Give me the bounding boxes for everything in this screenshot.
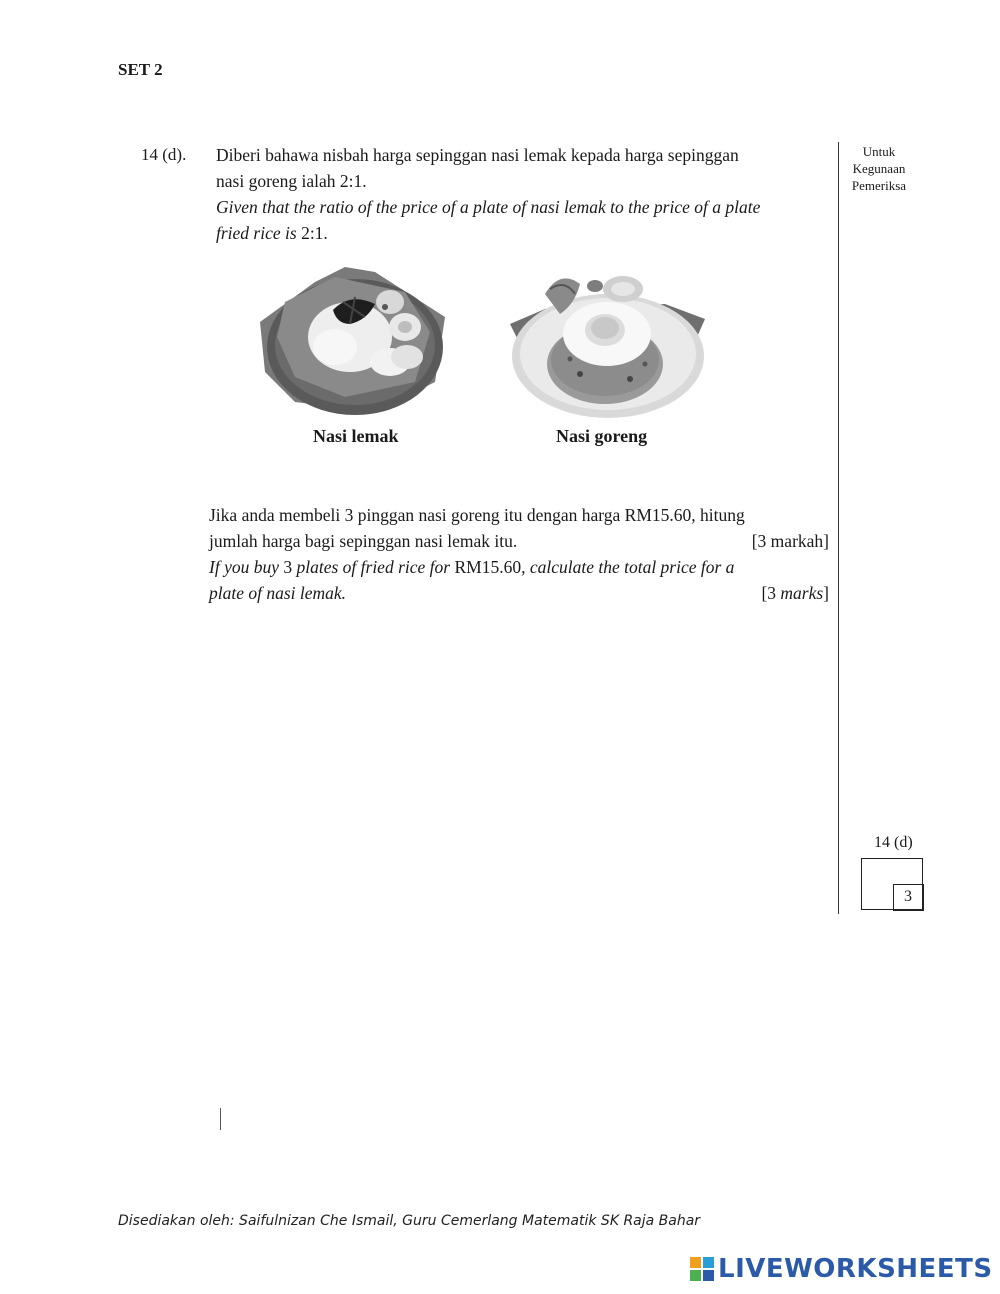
margin-divider bbox=[838, 142, 839, 914]
question-ratio: 2:1. bbox=[301, 223, 328, 243]
question-malay-line2: nasi goreng ialah 2:1. bbox=[216, 171, 367, 191]
nasi-goreng-image bbox=[505, 264, 710, 422]
task-english-marks-open: [3 bbox=[761, 583, 777, 603]
examiner-label-line1: Untuk bbox=[862, 144, 896, 159]
task-english-number: 3 bbox=[283, 557, 293, 577]
question-malay-line1: Diberi bahawa nisbah harga sepinggan nasi lemak kepada harga sepinggan bbox=[216, 145, 739, 165]
max-marks: 3 bbox=[893, 884, 924, 911]
task-english-part-b: plates of fried rice for bbox=[296, 557, 451, 577]
task-english-price: RM15.60 bbox=[454, 557, 522, 577]
mark-box bbox=[861, 858, 923, 910]
examiner-label-line2: Kegunaan bbox=[852, 161, 906, 176]
examiner-use-label bbox=[846, 143, 912, 194]
question-number: 14 (d). bbox=[141, 145, 187, 164]
question-english-line2: fried rice is bbox=[216, 223, 297, 243]
task-text bbox=[209, 502, 829, 606]
nasi-lemak-caption: Nasi lemak bbox=[313, 426, 399, 446]
task-english-part-c: , calculate the total price for a bbox=[521, 557, 735, 577]
question-text bbox=[216, 142, 831, 246]
liveworksheets-logo-text: LIVEWORKSHEETS bbox=[718, 1254, 993, 1284]
nasi-lemak-image bbox=[255, 262, 455, 422]
liveworksheets-logo-icon bbox=[690, 1257, 714, 1281]
task-english-marks-word: marks bbox=[780, 583, 824, 603]
task-malay-line2: jumlah harga bagi sepinggan nasi lemak itu. bbox=[209, 531, 518, 551]
task-english-part-a: If you buy bbox=[209, 557, 279, 577]
text-cursor bbox=[220, 1108, 221, 1130]
task-english-line2: plate of nasi lemak. bbox=[209, 583, 347, 603]
examiner-label-line3: Pemeriksa bbox=[851, 178, 907, 193]
question-english-line1: Given that the ratio of the price of a plate of nasi lemak to the price of a plate bbox=[216, 197, 761, 217]
task-english-marks bbox=[761, 580, 829, 606]
nasi-goreng-caption: Nasi goreng bbox=[556, 426, 648, 446]
mark-box-label: 14 (d) bbox=[874, 834, 913, 851]
footer-credit: Disediakan oleh: Saifulnizan Che Ismail, Guru Cemerlang Matematik SK Raja Bahar bbox=[118, 1213, 701, 1229]
task-malay-marks: [3 markah] bbox=[751, 531, 829, 551]
task-malay-line1: Jika anda membeli 3 pinggan nasi goreng itu dengan harga RM15.60, hitung bbox=[209, 505, 745, 525]
set-label: SET 2 bbox=[118, 60, 163, 79]
liveworksheets-logo bbox=[690, 1254, 993, 1284]
task-english-marks-close: ] bbox=[823, 583, 829, 603]
